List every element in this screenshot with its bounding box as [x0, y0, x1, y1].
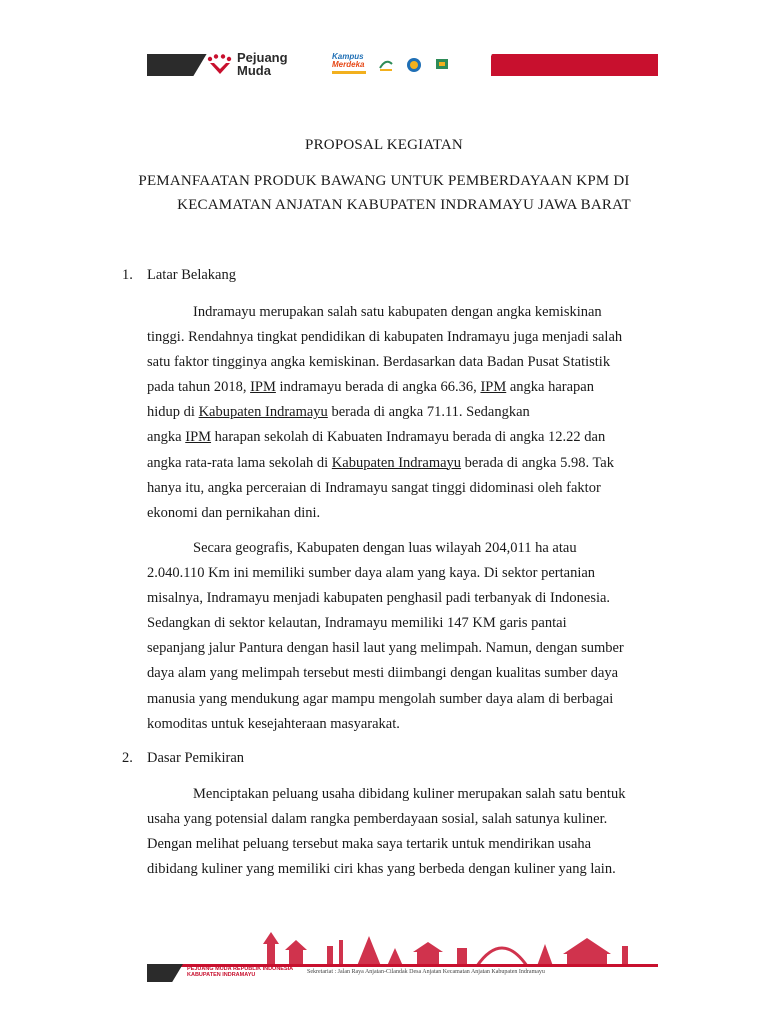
paragraph-line: manusia yang mendukung agar mampu mengolah sumber daya alam di berbagai	[147, 690, 614, 707]
header-red-stripe	[478, 54, 658, 76]
text-run: pada tahun 2018,	[147, 379, 251, 396]
paragraph-latar-belakang-2	[147, 536, 659, 737]
tut-wuri-handayani-logo-icon	[405, 56, 423, 74]
text-run: angka rata-rata lama sekolah di	[147, 454, 332, 471]
section-heading-dasar-pemikiran	[122, 750, 244, 767]
section-number: 1.	[122, 267, 133, 283]
section-heading-latar-belakang	[122, 267, 236, 284]
paragraph-line: sepanjang jalur Pantura dengan hasil laut yang melimpah. Namun, dengan sumber	[147, 640, 624, 657]
document-title: PROPOSAL KEGIATAN	[305, 137, 463, 153]
brand-line-1: Pejuang	[237, 50, 288, 65]
paragraph-line	[147, 300, 659, 325]
kampus-line-1: Kampus	[332, 52, 364, 61]
paragraph-line: Dengan melihat peluang tersebut maka saya tertarik untuk mendirikan usaha	[147, 836, 592, 853]
footer-org-line-1: PEJUANG MUDA REPUBLIK INDONESIA	[187, 966, 294, 972]
kampus-merdeka-logo	[332, 53, 366, 74]
paragraph-line: hanya itu, angka perceraian di Indramayu sangat tinggi didominasi oleh faktor	[147, 479, 601, 496]
text-run: Secara geografis, Kabupaten dengan luas wilayah 204,011 ha atau	[193, 540, 577, 556]
document-subtitle-line-2: KECAMATAN ANJATAN KABUPATEN INDRAMAYU JAWA BARAT	[177, 197, 631, 213]
paragraph-line: usaha yang potensial dalam rangka pemberdayaan sosial, salah satunya kuliner.	[147, 811, 608, 828]
page-header	[147, 50, 658, 80]
paragraph-line: dibidang kuliner yang memiliki ciri khas yang berbeda dengan kuliner yang lain.	[147, 861, 616, 878]
partner-logo-1-icon	[377, 56, 395, 74]
paragraph-line: ekonomi dan pernikahan dini.	[147, 504, 321, 521]
text-run: berada di angka 5.98. Tak	[461, 454, 614, 471]
page-footer	[147, 926, 658, 982]
pejuang-muda-wordmark	[237, 51, 288, 77]
paragraph-line: 2.040.110 Km ini memiliki sumber daya alam yang kaya. Di sektor pertanian	[147, 565, 596, 582]
text-run: Menciptakan peluang usaha dibidang kuliner merupakan salah satu bentuk	[193, 786, 626, 802]
text-run: berada di angka 71.11. Sedangkan	[327, 404, 530, 421]
paragraph-line	[147, 375, 659, 400]
section-title: Latar Belakang	[147, 267, 236, 283]
paragraph-line: komoditas untuk kesejahteraan masyarakat.	[147, 715, 400, 732]
kabupaten-indramayu-link[interactable]: Kabupaten Indramayu	[331, 454, 462, 471]
paragraph-line	[147, 400, 659, 425]
footer-dark-stripe	[147, 964, 183, 982]
text-run: angka	[147, 429, 186, 446]
paragraph-line: Sedangkan di sektor kelautan, Indramayu memiliki 147 KM garis pantai	[147, 615, 567, 632]
footer-address: Sekretariat : Jalan Raya Anjatan-Cilandak Desa Anjatan Kecamatan Anjatan Kabupaten Indramayu	[307, 969, 545, 975]
partner-logo-3-icon	[433, 56, 451, 74]
paragraph-latar-belakang-1	[147, 300, 659, 526]
pejuang-muda-logo-icon	[207, 54, 233, 76]
indramayu-skyline-icon	[227, 926, 658, 966]
text-run: indramayu berada di angka 66.36,	[275, 379, 481, 396]
brand-line-2: Muda	[237, 63, 271, 78]
text-run: angka harapan	[506, 379, 594, 396]
kampus-line-2: Merdeka	[332, 60, 365, 69]
document-subtitle-line-1: PEMANFAATAN PRODUK BAWANG UNTUK PEMBERDAYAAN KPM DI	[138, 173, 630, 189]
text-run: Indramayu merupakan salah satu kabupaten dengan angka kemiskinan	[193, 304, 602, 320]
paragraph-line: satu faktor tingginya angka kemiskinan. Berdasarkan data Badan Pusat Statistik	[147, 354, 611, 371]
text-run: harapan sekolah di Kabuaten Indramayu berada di angka 12.22 dan	[211, 429, 606, 446]
section-title: Dasar Pemikiran	[147, 750, 245, 766]
paragraph-dasar-pemikiran	[147, 782, 659, 882]
kampus-underline	[332, 71, 366, 74]
paragraph-line: tinggi. Rendahnya tingkat pendidikan di kabupaten Indramayu juga menjadi salah	[147, 329, 623, 346]
kabupaten-indramayu-link[interactable]: Kabupaten Indramayu	[198, 404, 328, 421]
ipm-link[interactable]: IPM	[250, 379, 276, 396]
section-number: 2.	[122, 750, 133, 766]
footer-org-line-2: KABUPATEN INDRAMAYU	[187, 972, 256, 978]
paragraph-line	[147, 782, 659, 807]
text-run: hidup di	[147, 404, 199, 421]
ipm-link[interactable]: IPM	[480, 379, 507, 396]
paragraph-line	[147, 425, 659, 450]
paragraph-line: misalnya, Indramayu menjadi kabupaten penghasil padi terbanyak di Indonesia.	[147, 590, 611, 607]
footer-org-name	[187, 966, 293, 978]
paragraph-line: daya alam yang melimpah tersebut mesti diimbangi dengan kualitas sumber daya	[147, 665, 619, 682]
paragraph-line	[147, 536, 659, 561]
paragraph-line	[147, 451, 659, 476]
ipm-link[interactable]: IPM	[185, 429, 212, 446]
